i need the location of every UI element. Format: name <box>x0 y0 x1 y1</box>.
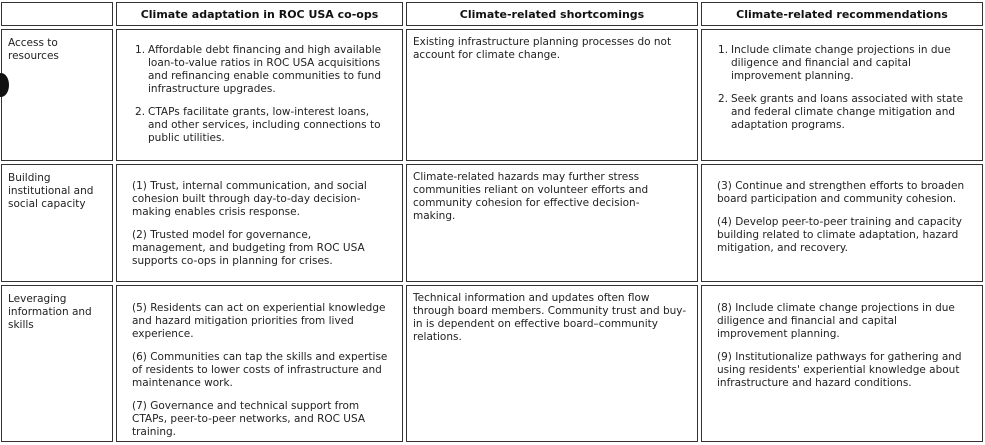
recommendations-access-list <box>717 44 972 132</box>
shortcoming-text: Climate-related hazards may further stress communities reliant on volunteer efforts and community cohesion for effective decision-making. <box>413 171 649 222</box>
recommendation-item: (9) Institutionalize pathways for gathering and using residents' experiential knowledge about infrastructure and hazard conditions. <box>717 351 962 389</box>
adaptation-item: (6) Communities can tap the skills and expertise of residents to lower costs of infrastructure and maintenance work. <box>132 351 388 389</box>
header-adaptation: Climate adaptation in ROC USA co-ops <box>116 2 403 26</box>
adaptation-item: (7) Governance and technical support from CTAPs, peer-to-peer networks, and ROC USA training. <box>132 400 366 438</box>
recommendations-information-cell <box>701 285 983 442</box>
header-empty-cell <box>1 2 113 26</box>
recommendations-access-cell <box>701 29 983 161</box>
adaptation-item: (1) Trust, internal communication, and social cohesion built through day-to-day decision-making enables crisis response. <box>132 180 367 218</box>
recommendations-capacity-cell <box>701 164 983 282</box>
row-label-information: Leveraging information and skills <box>1 285 113 442</box>
list-item: CTAPs facilitate grants, low-interest loans, and other services, including connections to public utilities. <box>148 106 381 144</box>
list-item: Include climate change projections in due diligence and financial and capital improvement planning. <box>731 44 951 82</box>
recommendation-item: (8) Include climate change projections in due diligence and financial and capital improvement planning. <box>717 302 955 340</box>
adaptation-capacity-cell <box>116 164 403 282</box>
header-recommendations: Climate-related recommendations <box>701 2 983 26</box>
adaptation-information-cell <box>116 285 403 442</box>
header-shortcomings: Climate-related shortcomings <box>406 2 698 26</box>
shortcoming-text: Existing infrastructure planning processes do not account for climate change. <box>413 36 672 61</box>
shortcomings-information-cell <box>406 285 698 442</box>
shortcomings-access-cell <box>406 29 698 161</box>
shortcoming-text: Technical information and updates often flow through board members. Community trust and buy-in is dependent on effective board–community relations. <box>413 292 687 343</box>
adaptation-item: (5) Residents can act on experiential knowledge and hazard mitigation priorities from lived experience. <box>132 302 386 340</box>
list-item: Seek grants and loans associated with state and federal climate change mitigation and adaptation programs. <box>731 93 964 131</box>
row-label-capacity: Building institutional and social capacity <box>1 164 113 282</box>
adaptation-access-list <box>134 44 388 145</box>
recommendation-item: (4) Develop peer-to-peer training and capacity building related to climate adaptation, hazard mitigation, and recovery. <box>717 216 962 254</box>
row-label-access: Access to resources <box>1 29 113 161</box>
adaptation-access-cell <box>116 29 403 161</box>
adaptation-item: (2) Trusted model for governance, management, and budgeting from ROC USA supports co-ops in planning for crises. <box>132 229 365 267</box>
shortcomings-capacity-cell <box>406 164 698 282</box>
recommendation-item: (3) Continue and strengthen efforts to broaden board participation and community cohesion. <box>717 180 965 205</box>
list-item: Affordable debt financing and high available loan-to-value ratios in ROC USA acquisitions and refinancing enable communities to fund infrastructure upgrades. <box>148 44 382 95</box>
